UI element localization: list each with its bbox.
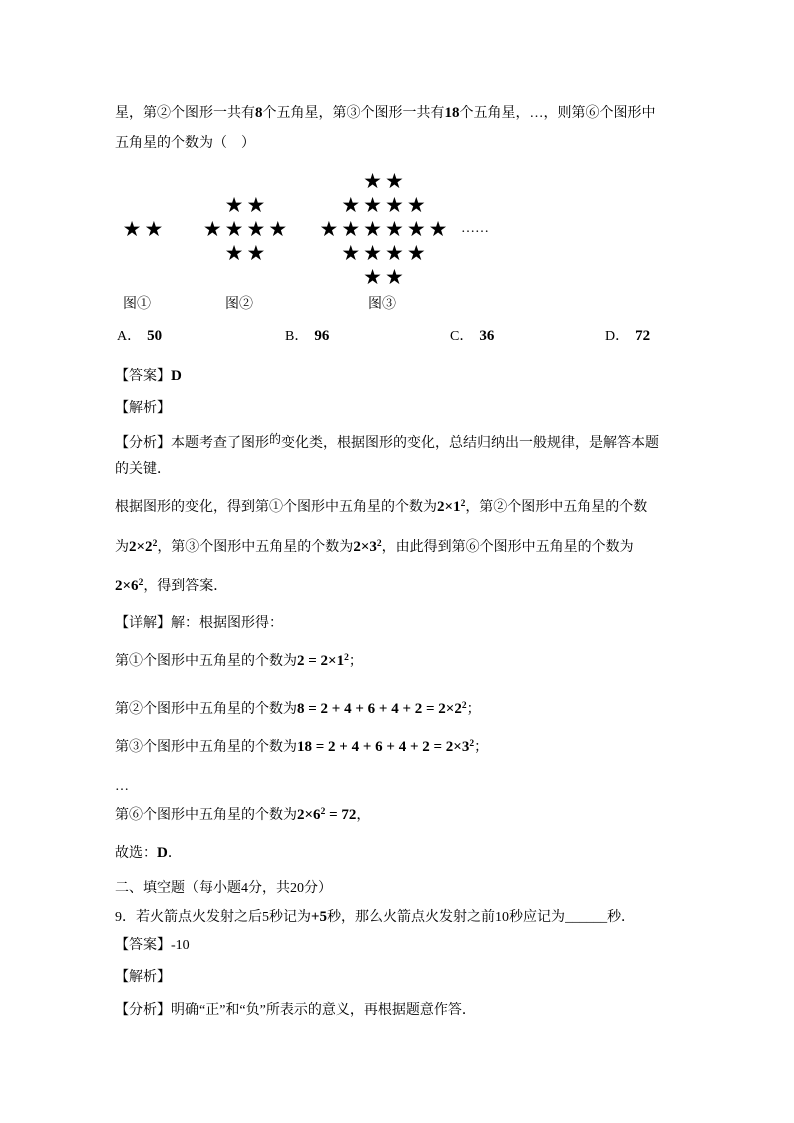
star-icon: ★ [224, 217, 244, 241]
star-icon: ★ [246, 241, 266, 265]
options-row [115, 326, 695, 348]
derivation-line-2: 为$2\times 2^2$，第③个图形中五角星的个数为$2\times 3^2$，由此得到第⑥个图形中五角星的个数为 [115, 539, 634, 555]
star-icon: ★ [341, 217, 361, 241]
star-icon: ★ [363, 217, 382, 241]
star-icon: ★ [385, 169, 404, 193]
star-icon: ★ [319, 217, 339, 241]
star-icon: ★ [385, 265, 404, 289]
formula-fig2: 第②个图形中五角星的个数为$8 = 2 + 4 + 6 + 4 + 2 = 2\times 2^2$； [115, 701, 481, 717]
option-a-letter: A． [117, 329, 142, 344]
choose-answer-line: 故选：D． [115, 845, 182, 861]
derivation-line-1: 根据图形的变化，得到第①个图形中五角星的个数为$2\times 1^2$，第②个图形中五角星的个数 [115, 499, 648, 515]
fenxi-line-1: 【分析】本题考查了图形的变化类，根据图形的变化，总结归纳出一般规律，是解答本题 [115, 432, 660, 451]
figure-2-label: 图② [225, 297, 253, 312]
star-figures [115, 165, 695, 293]
figure-2-stars [195, 193, 295, 265]
star-icon: ★ [341, 241, 361, 265]
star-icon: ★ [406, 217, 426, 241]
star-icon: ★ [385, 241, 404, 265]
star-icon: ★ [246, 193, 266, 217]
option-b-value: 96 [314, 328, 330, 344]
star-icon: ★ [144, 217, 164, 241]
star-icon: ★ [122, 217, 142, 241]
star-icon: ★ [268, 217, 288, 241]
star-icon: ★ [224, 241, 244, 265]
question-9: 9．若火箭点火发射之后5秒记为+5秒，那么火箭点火发射之前10秒应记为______秒． [115, 909, 636, 925]
star-icon: ★ [385, 217, 404, 241]
option-b-letter: B． [285, 329, 309, 344]
formula-fig3: 第③个图形中五角星的个数为$18 = 2 + 4 + 6 + 4 + 2 = 2\times 3^2$； [115, 739, 489, 755]
star-icon: ★ [363, 241, 382, 265]
option-a [117, 326, 162, 347]
option-d-letter: D． [605, 329, 630, 344]
fenxi-line-2: 的关键． [115, 462, 171, 477]
star-icon: ★ [202, 217, 222, 241]
option-d [605, 326, 650, 347]
star-icon: ★ [406, 241, 426, 265]
option-a-value: 50 [147, 328, 163, 344]
star-icon: ★ [363, 193, 382, 217]
star-icon: ★ [341, 193, 361, 217]
question-9-answer: 【答案】-10 [115, 938, 190, 953]
star-icon: ★ [428, 217, 448, 241]
answer-line: 【答案】D [115, 368, 182, 384]
xiangjie-line: 【详解】解：根据图形得： [115, 616, 283, 631]
figure-3-label: 图③ [368, 297, 396, 312]
option-d-value: 72 [635, 328, 651, 344]
figure-3-stars [311, 169, 456, 289]
star-icon: ★ [246, 217, 266, 241]
formula-fig1: 第①个图形中五角星的个数为$2 = 2\times 1^2$； [115, 653, 363, 669]
star-icon: ★ [224, 193, 244, 217]
continuation-dots: … [115, 779, 129, 794]
derivation-line-3: $2\times 6^2$，得到答案． [115, 578, 228, 594]
figure-1-label: 图① [123, 297, 151, 312]
star-icon: ★ [363, 169, 382, 193]
question-line-1: 星，第②个图形一共有8个五角星，第③个图形一共有18个五角星，…，则第⑥个图形中 [115, 105, 656, 121]
formula-fig6: 第⑥个图形中五角星的个数为$2\times 6^2 = 72$， [115, 807, 371, 823]
question-9-jiexi: 【解析】 [115, 970, 171, 985]
option-c-letter: C． [450, 329, 474, 344]
section-2-header: 二、填空题（每小题4分，共20分） [115, 881, 332, 896]
jiexi-label: 【解析】 [115, 401, 171, 416]
question-line-2: 五角星的个数为（ ） [115, 136, 255, 151]
figure-1-stars [115, 217, 171, 241]
option-b [285, 326, 329, 347]
star-icon: ★ [385, 193, 404, 217]
question-9-fenxi: 【分析】明确“正”和“负”所表示的意义，再根据题意作答． [115, 1003, 476, 1018]
option-c-value: 36 [479, 328, 495, 344]
star-icon: ★ [363, 265, 382, 289]
star-icon: ★ [406, 193, 426, 217]
option-c [450, 326, 494, 347]
figures-ellipsis: …… [461, 221, 489, 236]
